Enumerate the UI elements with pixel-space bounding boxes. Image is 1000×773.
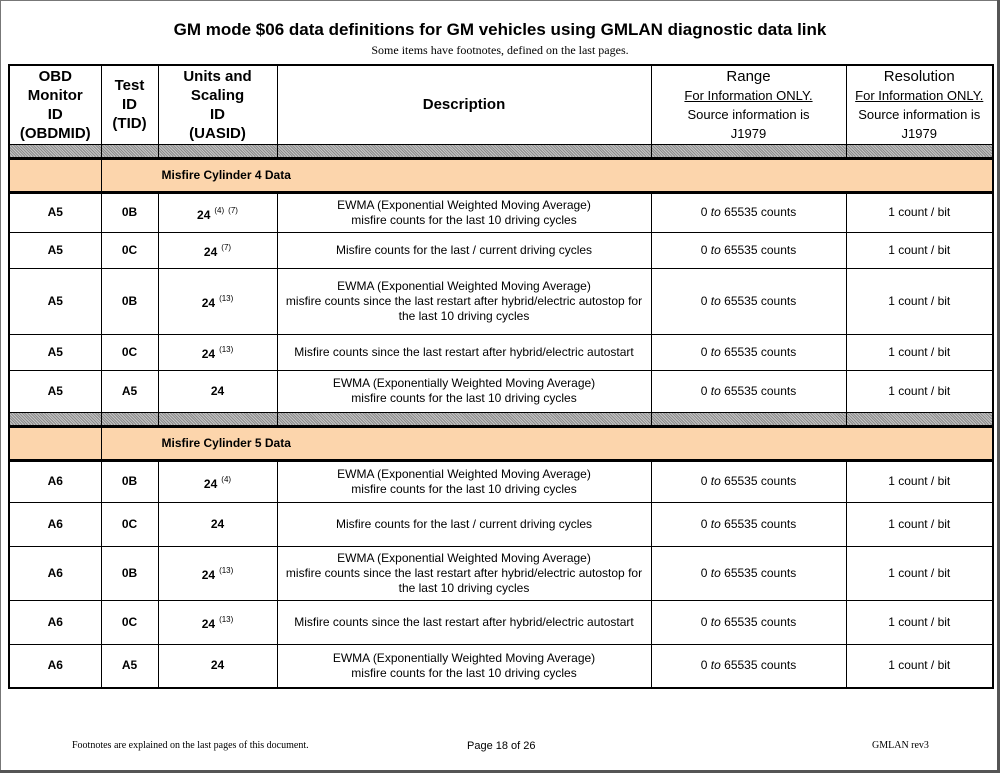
uasid-value: 24 <box>201 347 216 361</box>
description-line: the last 10 driving cycles <box>398 580 530 595</box>
range-to: to <box>710 205 721 219</box>
description-line: Misfire counts since the last restart after hybrid/electric autostart <box>294 344 634 359</box>
range-min: 0 <box>700 658 708 673</box>
description-cell <box>277 600 651 644</box>
separator-cell <box>158 412 277 426</box>
footnote-ref: (13) <box>219 294 234 303</box>
separator-cell <box>277 412 651 426</box>
group-header-row <box>9 426 993 460</box>
header-description: Description <box>277 65 651 144</box>
footnote-ref: (13) <box>219 566 234 575</box>
description-cell <box>277 232 651 268</box>
range-min: 0 <box>700 565 708 580</box>
uasid-value: 24 <box>197 207 211 222</box>
description-line: misfire counts for the last 10 driving cycles <box>351 391 577 405</box>
group-header-spacer <box>9 158 101 192</box>
header-obdmid: OBD Monitor ID (OBDMID) <box>9 65 101 144</box>
footnote-ref: (4) <box>221 474 232 484</box>
range-max: 65535 counts <box>724 205 797 219</box>
description-line: EWMA (Exponential Weighted Moving Average) <box>337 197 591 212</box>
table-row <box>9 546 993 600</box>
uasid-value: 24 <box>201 296 216 310</box>
resolution-cell: 1 count / bit <box>846 370 993 412</box>
description-line: misfire counts for the last 10 driving cycles <box>351 665 577 680</box>
description-line: misfire counts for the last 10 driving cycles <box>351 212 577 227</box>
uasid-value: 24 <box>210 658 225 673</box>
description-cell <box>277 334 651 370</box>
range-min: 0 <box>700 614 708 629</box>
table-row <box>9 644 993 688</box>
separator-cell <box>277 144 651 158</box>
tid-cell: 0B <box>101 546 158 600</box>
tid-cell: A5 <box>101 370 158 412</box>
obdmid-cell: A5 <box>9 334 101 370</box>
table-row <box>9 268 993 334</box>
range-to: to <box>710 474 721 488</box>
description-line: Misfire counts for the last / current driving cycles <box>335 516 593 531</box>
range-min: 0 <box>700 293 708 308</box>
table-row <box>9 502 993 546</box>
uasid-cell <box>158 546 277 600</box>
group-header-spacer <box>9 426 101 460</box>
uasid-value: 24 <box>201 568 216 582</box>
uasid-cell <box>158 268 277 334</box>
tid-cell: 0C <box>101 600 158 644</box>
separator-cell <box>101 144 158 158</box>
separator-cell <box>101 412 158 426</box>
range-cell <box>651 644 846 688</box>
uasid-cell <box>158 334 277 370</box>
description-line: EWMA (Exponential Weighted Moving Average) <box>337 550 591 565</box>
uasid-cell <box>158 460 277 502</box>
mode06-definitions-table <box>8 64 994 689</box>
uasid-value: 24 <box>201 617 216 631</box>
range-to: to <box>710 383 721 398</box>
table-row <box>9 370 993 412</box>
resolution-cell: 1 count / bit <box>846 644 993 688</box>
tid-cell: 0B <box>101 192 158 232</box>
obdmid-cell: A6 <box>9 460 101 502</box>
range-cell <box>651 232 846 268</box>
range-max: 65535 counts <box>724 383 797 398</box>
obdmid-cell: A5 <box>9 268 101 334</box>
range-cell <box>651 334 846 370</box>
description-cell <box>277 370 651 412</box>
description-line: Misfire counts for the last / current driving cycles <box>335 242 593 257</box>
range-min: 0 <box>700 516 708 531</box>
resolution-cell: 1 count / bit <box>846 232 993 268</box>
resolution-cell: 1 count / bit <box>846 268 993 334</box>
header-range: Range For Information ONLY. Source information is J1979 <box>651 65 846 144</box>
range-cell <box>651 370 846 412</box>
page-subtitle: Some items have footnotes, defined on the last pages. <box>371 43 629 57</box>
resolution-cell: 1 count / bit <box>846 460 993 502</box>
description-cell <box>277 460 651 502</box>
resolution-cell: 1 count / bit <box>846 192 993 232</box>
description-cell <box>277 502 651 546</box>
table-row <box>9 460 993 502</box>
footnote-ref: (7) <box>228 205 238 215</box>
obdmid-cell: A6 <box>9 502 101 546</box>
description-cell <box>277 644 651 688</box>
description-line: misfire counts since the last restart after hybrid/electric autostop for <box>285 293 643 308</box>
obdmid-cell: A5 <box>9 370 101 412</box>
range-max: 65535 counts <box>724 293 797 308</box>
tid-cell: 0B <box>101 268 158 334</box>
range-max: 65535 counts <box>724 474 797 488</box>
range-to: to <box>710 565 721 580</box>
range-to: to <box>710 516 721 531</box>
description-line: EWMA (Exponentially Weighted Moving Average) <box>332 650 596 665</box>
table-row <box>9 232 993 268</box>
tid-cell: 0C <box>101 232 158 268</box>
page-title: GM mode $06 data definitions for GM vehicles using GMLAN diagnostic data link <box>173 20 827 39</box>
range-cell <box>651 600 846 644</box>
range-cell <box>651 546 846 600</box>
range-cell <box>651 502 846 546</box>
separator-cell <box>846 412 993 426</box>
range-max: 65535 counts <box>724 614 797 629</box>
resolution-cell: 1 count / bit <box>846 600 993 644</box>
separator-cell <box>158 144 277 158</box>
uasid-value: 24 <box>210 516 225 531</box>
description-line: Misfire counts since the last restart after hybrid/electric autostart <box>294 614 634 629</box>
tid-cell: 0C <box>101 502 158 546</box>
range-min: 0 <box>700 474 708 488</box>
separator-cell <box>9 144 101 158</box>
range-max: 65535 counts <box>724 658 797 673</box>
group-header-row <box>9 158 993 192</box>
table-body <box>9 144 993 688</box>
tid-cell: A5 <box>101 644 158 688</box>
uasid-value: 24 <box>203 245 218 259</box>
range-max: 65535 counts <box>724 344 797 359</box>
obdmid-cell: A6 <box>9 546 101 600</box>
description-cell <box>277 268 651 334</box>
resolution-cell: 1 count / bit <box>846 334 993 370</box>
header-resolution: Resolution For Information ONLY. Source information is J1979 <box>846 65 993 144</box>
group-title: Misfire Cylinder 4 Data <box>101 158 993 192</box>
range-cell <box>651 460 846 502</box>
range-min: 0 <box>700 344 708 359</box>
header-row <box>9 65 993 144</box>
separator-cell <box>651 412 846 426</box>
range-max: 65535 counts <box>724 565 797 580</box>
uasid-cell <box>158 600 277 644</box>
table-row <box>9 192 993 232</box>
header-uasid: Units and Scaling ID (UASID) <box>158 65 277 144</box>
group-title: Misfire Cylinder 5 Data <box>101 426 993 460</box>
range-min: 0 <box>700 383 708 398</box>
uasid-cell <box>158 232 277 268</box>
separator-cell <box>651 144 846 158</box>
obdmid-cell: A5 <box>9 192 101 232</box>
footnote-ref: (4) <box>214 205 225 215</box>
uasid-cell <box>158 192 277 232</box>
uasid-cell <box>158 644 277 688</box>
separator-cell <box>9 412 101 426</box>
range-to: to <box>710 242 721 257</box>
resolution-cell: 1 count / bit <box>846 502 993 546</box>
description-line: misfire counts since the last restart after hybrid/electric autostop for <box>285 565 643 580</box>
range-cell <box>651 192 846 232</box>
separator-row <box>9 144 993 158</box>
tid-cell: 0B <box>101 460 158 502</box>
footnote-ref: (13) <box>219 615 234 624</box>
table-row <box>9 600 993 644</box>
obdmid-cell: A6 <box>9 600 101 644</box>
description-line: EWMA (Exponentially Weighted Moving Average) <box>332 376 596 390</box>
obdmid-cell: A6 <box>9 644 101 688</box>
header-tid: Test ID (TID) <box>101 65 158 144</box>
obdmid-cell: A5 <box>9 232 101 268</box>
range-to: to <box>710 614 721 629</box>
uasid-cell <box>158 502 277 546</box>
range-to: to <box>710 344 721 359</box>
uasid-value: 24 <box>210 383 225 398</box>
resolution-cell: 1 count / bit <box>846 546 993 600</box>
range-to: to <box>710 658 721 673</box>
table-row <box>9 334 993 370</box>
tid-cell: 0C <box>101 334 158 370</box>
page-number: Page 18 of 26 <box>467 740 536 752</box>
uasid-value: 24 <box>203 476 218 491</box>
footnote-ref: (7) <box>221 243 232 252</box>
description-cell <box>277 192 651 232</box>
uasid-cell <box>158 370 277 412</box>
footnote-ref: (13) <box>219 345 234 354</box>
description-line: EWMA (Exponential Weighted Moving Average) <box>337 278 591 293</box>
separator-row <box>9 412 993 426</box>
range-min: 0 <box>700 205 708 219</box>
document-revision: GMLAN rev3 <box>872 740 929 751</box>
range-cell <box>651 268 846 334</box>
range-to: to <box>710 293 721 308</box>
range-max: 65535 counts <box>724 516 797 531</box>
range-min: 0 <box>700 242 708 257</box>
description-line: the last 10 driving cycles <box>398 308 530 323</box>
range-max: 65535 counts <box>724 242 797 257</box>
footer-note: Footnotes are explained on the last pages of this document. <box>72 740 309 751</box>
separator-cell <box>846 144 993 158</box>
description-line: EWMA (Exponential Weighted Moving Average) <box>337 466 591 481</box>
description-cell <box>277 546 651 600</box>
description-line: misfire counts for the last 10 driving cycles <box>351 481 577 496</box>
